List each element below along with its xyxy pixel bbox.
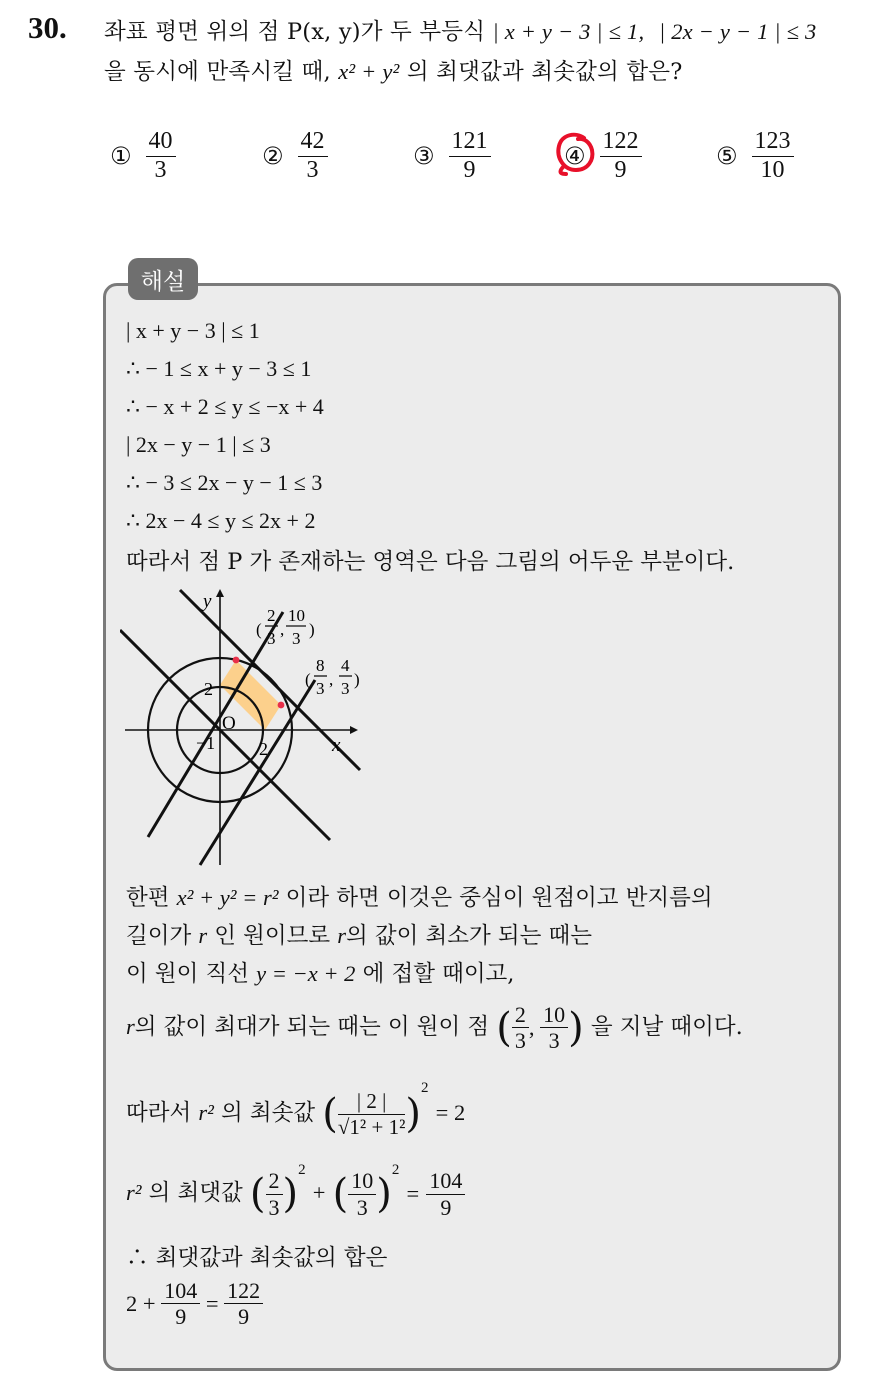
- step-4: | 2x − y − 1 | ≤ 3: [126, 432, 271, 457]
- paren-open: (: [496, 1004, 512, 1051]
- y-axis-label: y: [203, 591, 212, 612]
- para-1-expr: x² + y² = r²: [176, 885, 279, 910]
- choice-2-mark: ②: [262, 142, 284, 171]
- choice-1-mark: ①: [110, 142, 132, 171]
- max-num2: 10: [348, 1168, 376, 1194]
- point-b-open: (: [305, 670, 311, 689]
- final-eq: =: [205, 1290, 219, 1316]
- choice-3-num: 121: [449, 128, 491, 157]
- choice-1-fraction: [146, 128, 176, 184]
- point-b-den1: 3: [316, 679, 325, 698]
- para-4-den2: 3: [548, 1028, 560, 1054]
- choice-5-fraction: [752, 128, 794, 184]
- choice-3-den: 9: [463, 156, 476, 183]
- region-graph: [120, 585, 370, 870]
- choice-5-mark: ⑤: [716, 142, 738, 171]
- min-den: √1² + 1²: [337, 1114, 406, 1139]
- inequality-2: | 2x − y − 1 | ≤ 3: [659, 19, 817, 44]
- choice-3[interactable]: [413, 128, 491, 184]
- para-3-a: 이 원이 직선: [126, 961, 249, 987]
- choice-5-den: 10: [760, 156, 785, 183]
- question-text-2b: 의 최댓값과 최솟값의 합은?: [406, 59, 683, 85]
- para-2-a: 길이가: [126, 923, 192, 949]
- neg-one-label: −1: [196, 733, 216, 753]
- para-4-num2: 10: [540, 1002, 568, 1028]
- conclusion: ∴ 최댓값과 최솟값의 합은: [126, 1245, 388, 1271]
- max-line: [126, 1162, 465, 1220]
- max-paren1-close: ): [282, 1171, 299, 1217]
- para-3-b: 에 접할 때이고,: [362, 961, 515, 987]
- answer-circle-icon: [554, 130, 600, 178]
- point-b-sep: ,: [329, 670, 334, 689]
- para-1-a: 한편: [126, 885, 170, 911]
- para-2-r2: r: [337, 923, 347, 948]
- step-1: | x + y − 3 | ≤ 1: [126, 318, 260, 343]
- point-a-num2: 10: [288, 606, 305, 625]
- max-paren1-open: (: [249, 1171, 266, 1217]
- line-y-neg-x-2: [120, 630, 330, 840]
- choice-5-num: 123: [752, 128, 794, 157]
- point-a-sep: ,: [280, 620, 285, 639]
- choice-2-fraction: [298, 128, 328, 184]
- question-line-1: [104, 14, 816, 46]
- question-expression: x² + y²: [338, 59, 400, 84]
- max-den1: 3: [268, 1194, 280, 1220]
- min-b: 의 최솟값: [221, 1100, 316, 1126]
- point-a-num1: 2: [267, 606, 276, 625]
- max-paren2-close: ): [376, 1171, 392, 1217]
- choice-1-num: 40: [146, 128, 176, 157]
- min-exp: 2: [420, 1080, 429, 1096]
- max-result: [426, 1168, 465, 1220]
- choice-4-mark-wrap: [564, 142, 586, 170]
- point-b-num2: 4: [341, 656, 350, 675]
- max-rnum: 104: [426, 1168, 465, 1194]
- para-4-frac2: [540, 1002, 568, 1054]
- question-text-1: 좌표 평면 위의 점 P(x, y)가 두 부등식: [104, 19, 486, 45]
- para-4-r: r: [126, 1013, 135, 1039]
- min-line: [126, 1080, 465, 1139]
- paren-close: ): [568, 1004, 584, 1051]
- point-b-close: ): [354, 670, 360, 689]
- point-b-num1: 8: [316, 656, 325, 675]
- choice-4-mark: ④: [564, 142, 586, 171]
- y-axis-arrow-icon: [216, 589, 224, 597]
- max-exp2: 2: [391, 1162, 400, 1178]
- question-line-2: [104, 54, 682, 86]
- vertex-point-b: [278, 702, 285, 709]
- choice-3-mark: ③: [413, 142, 435, 171]
- max-den2: 3: [356, 1194, 368, 1220]
- choice-4-fraction: [600, 128, 642, 184]
- para-4-b: 을 지날 때이다.: [590, 1013, 743, 1040]
- max-r2: r²: [126, 1180, 142, 1205]
- para-1-b: 이라 하면 이것은 중심이 원점이고 반지름의: [285, 885, 713, 911]
- para-2: [126, 918, 592, 950]
- min-paren-close: ): [405, 1091, 421, 1137]
- step-3: ∴ − x + 2 ≤ y ≤ −x + 4: [126, 394, 324, 419]
- choice-2-den: 3: [306, 156, 319, 183]
- question-text-2a: 을 동시에 만족시킬 때,: [104, 59, 331, 85]
- min-num: | 2 |: [338, 1089, 405, 1114]
- final-line: [126, 1278, 263, 1330]
- point-a-den2: 3: [292, 629, 301, 648]
- max-frac1: [266, 1168, 283, 1220]
- choice-1-den: 3: [154, 156, 167, 183]
- min-a: 따라서: [126, 1100, 192, 1126]
- para-3: [126, 956, 514, 988]
- final-frac: [161, 1278, 200, 1330]
- para-4-den1: 3: [514, 1028, 526, 1054]
- choice-2-num: 42: [298, 128, 328, 157]
- choice-1[interactable]: [110, 128, 176, 184]
- min-paren-open: (: [322, 1091, 338, 1137]
- min-result: = 2: [435, 1100, 466, 1125]
- final-rnum: 122: [224, 1278, 263, 1304]
- step-2: ∴ − 1 ≤ x + y − 3 ≤ 1: [126, 356, 312, 381]
- y-intercept-label: 2: [204, 679, 213, 699]
- vertex-point-a: [233, 657, 240, 664]
- question-number: 30.: [28, 10, 67, 45]
- choice-4-den: 9: [614, 156, 627, 183]
- final-rden: 9: [238, 1304, 250, 1330]
- max-eq: =: [406, 1181, 420, 1206]
- inequality-1: | x + y − 3 | ≤ 1,: [492, 19, 645, 44]
- x-intercept-label: 2: [259, 739, 268, 759]
- point-b-den2: 3: [341, 679, 350, 698]
- max-rden: 9: [440, 1194, 452, 1220]
- choice-4-num: 122: [600, 128, 642, 157]
- max-a: 의 최댓값: [148, 1180, 243, 1206]
- max-frac2: [348, 1168, 376, 1220]
- x-axis-arrow-icon: [350, 726, 358, 734]
- para-2-b: 인 원이므로: [214, 923, 331, 949]
- final-result: [224, 1278, 263, 1330]
- para-4-a: 의 값이 최대가 되는 때는 이 원이 점: [134, 1013, 490, 1040]
- choice-4[interactable]: [564, 128, 642, 184]
- final-num: 104: [161, 1278, 200, 1304]
- step-5: ∴ − 3 ≤ 2x − y − 1 ≤ 3: [126, 470, 323, 495]
- final-den: 9: [175, 1304, 187, 1330]
- final-lead: 2 +: [126, 1290, 156, 1316]
- para-2-c: 의 값이 최소가 되는 때는: [346, 923, 593, 949]
- para-4-num1: 2: [512, 1002, 529, 1028]
- choice-2[interactable]: [262, 128, 328, 184]
- para-1: [126, 880, 713, 912]
- para-4-frac1: [512, 1002, 529, 1054]
- origin-label: O: [222, 713, 236, 734]
- max-num1: 2: [266, 1168, 283, 1194]
- solution-tag: 해설: [128, 258, 198, 300]
- para-2-r: r: [198, 923, 208, 948]
- max-exp1: 2: [298, 1162, 306, 1178]
- step-6: ∴ 2x − 4 ≤ y ≤ 2x + 2: [126, 508, 316, 533]
- min-fraction: [338, 1089, 405, 1138]
- x-axis-label: x: [332, 735, 341, 756]
- min-r2: r²: [198, 1100, 214, 1125]
- point-a-den1: 3: [267, 629, 276, 648]
- point-a-close: ): [309, 620, 315, 639]
- para-3-expr: y = −x + 2: [256, 961, 356, 986]
- point-b-label: [305, 656, 360, 698]
- para-4: r의 값이 최대가 되는 때는 이 원이 점 ( $\frac{2}{3}$ , $\frac{10}{3}$ ) 을 지날 때이다.: [126, 1002, 743, 1054]
- choice-3-fraction: [449, 128, 491, 184]
- choice-5[interactable]: [716, 128, 794, 184]
- max-plus: +: [312, 1180, 326, 1205]
- max-paren2-open: (: [332, 1171, 349, 1217]
- region-text: 따라서 점 P 가 존재하는 영역은 다음 그림의 어두운 부분이다.: [126, 549, 735, 575]
- point-a-open: (: [256, 620, 262, 639]
